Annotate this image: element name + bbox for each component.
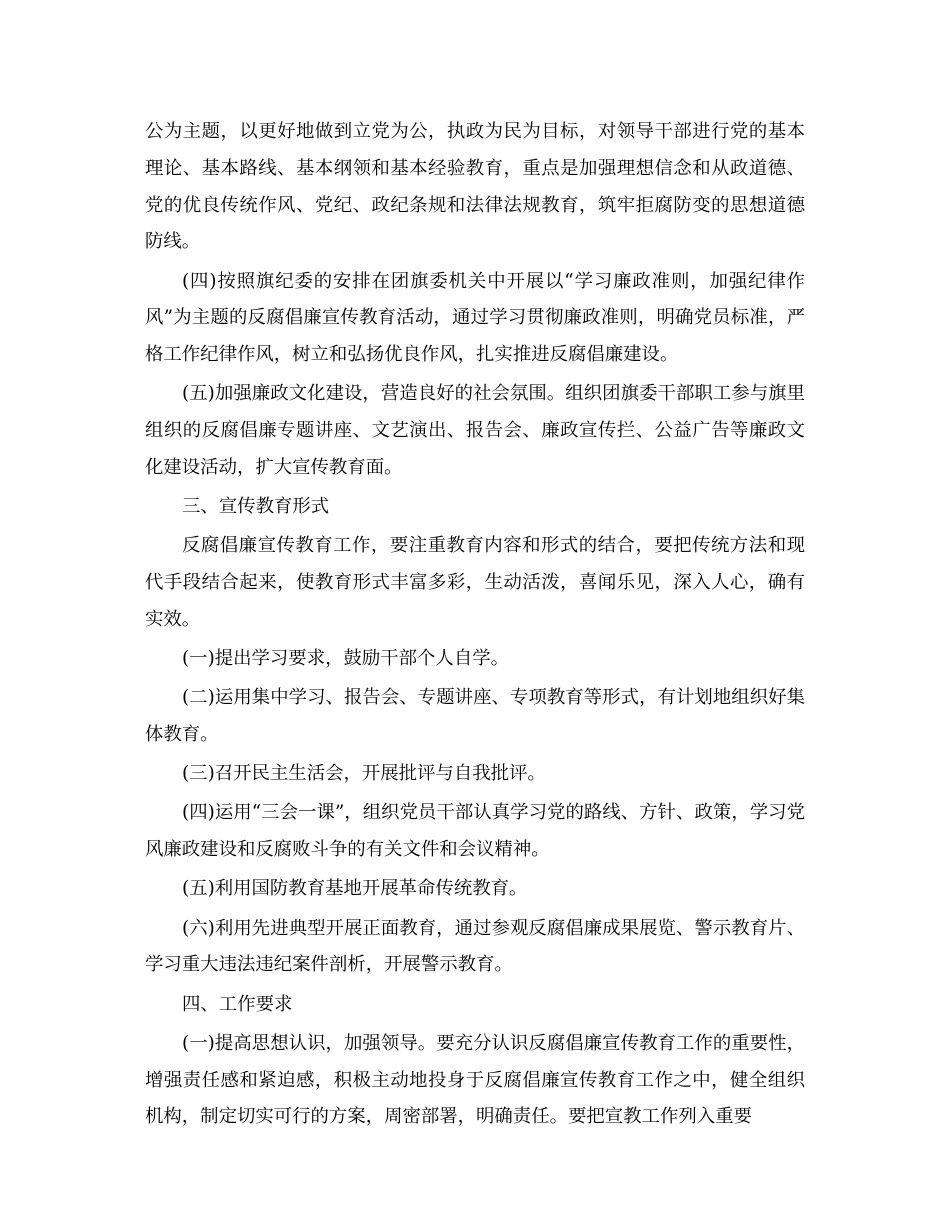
paragraph-requirement-1: (一)提高思想认识，加强领导。要充分认识反腐倡廉宣传教育工作的重要性，增强责任感和紧迫感，积极主动地投身于反腐倡廉宣传教育工作之中，健全组织机构，制定切实可行的方案，周密部署，明确责任。要把宣教工作列入重要 [145, 1032, 805, 1128]
paragraph-form-3: (三)召开民主生活会，开展批评与自我批评。 [182, 763, 546, 785]
paragraph-forms-intro: 反腐倡廉宣传教育工作，要注重教育内容和形式的结合，要把传统方法和现代手段结合起来，使教育形式丰富多彩，生动活泼，喜闻乐见，深入人心，确有实效。 [145, 535, 805, 630]
paragraph-form-5: (五)利用国防教育基地开展革命传统教育。 [182, 878, 528, 900]
paragraph-form-2: (二)运用集中学习、报告会、专题讲座、专项教育等形式，有计划地组织好集体教育。 [145, 687, 805, 746]
paragraph-form-1: (一)提出学习要求，鼓励干部个人自学。 [182, 648, 509, 670]
paragraph-form-4: (四)运用“三会一课”，组织党员干部认真学习党的路线、方针、政策，学习党风廉政建设和反腐败斗争的有关文件和会议精神。 [145, 802, 805, 861]
paragraph-form-6: (六)利用先进典型开展正面教育，通过参观反腐倡廉成果展览、警示教育片、学习重大违法违纪案件剖析，开展警示教育。 [145, 917, 805, 976]
paragraph-item-4-anti-corruption-campaign: (四)按照旗纪委的安排在团旗委机关中开展以“学习廉政准则，加强纪律作风”为主题的反腐倡廉宣传教育活动，通过学习贯彻廉政准则，明确党员标准，严格工作纪律作风，树立和弘扬优良作风，扎实推进反腐倡廉建设。 [145, 270, 805, 366]
section-heading-4: 四、工作要求 [182, 993, 293, 1015]
paragraph-item-5-integrity-culture: (五)加强廉政文化建设，营造良好的社会氛围。组织团旗委干部职工参与旗里组织的反腐倡廉专题讲座、文艺演出、报告会、廉政宣传拦、公益广告等廉政文化建设活动，扩大宣传教育面。 [145, 383, 805, 478]
paragraph-continuation: 公为主题，以更好地做到立党为公，执政为民为目标，对领导干部进行党的基本理论、基本路线、基本纲领和基本经验教育，重点是加强理想信念和从政道德、党的优良传统作风、党纪、政纪条规和法律法规教育，筑牢拒腐防变的思想道德防线。 [145, 121, 805, 253]
section-heading-3: 三、宣传教育形式 [182, 496, 330, 518]
document-body [145, 114, 805, 1139]
